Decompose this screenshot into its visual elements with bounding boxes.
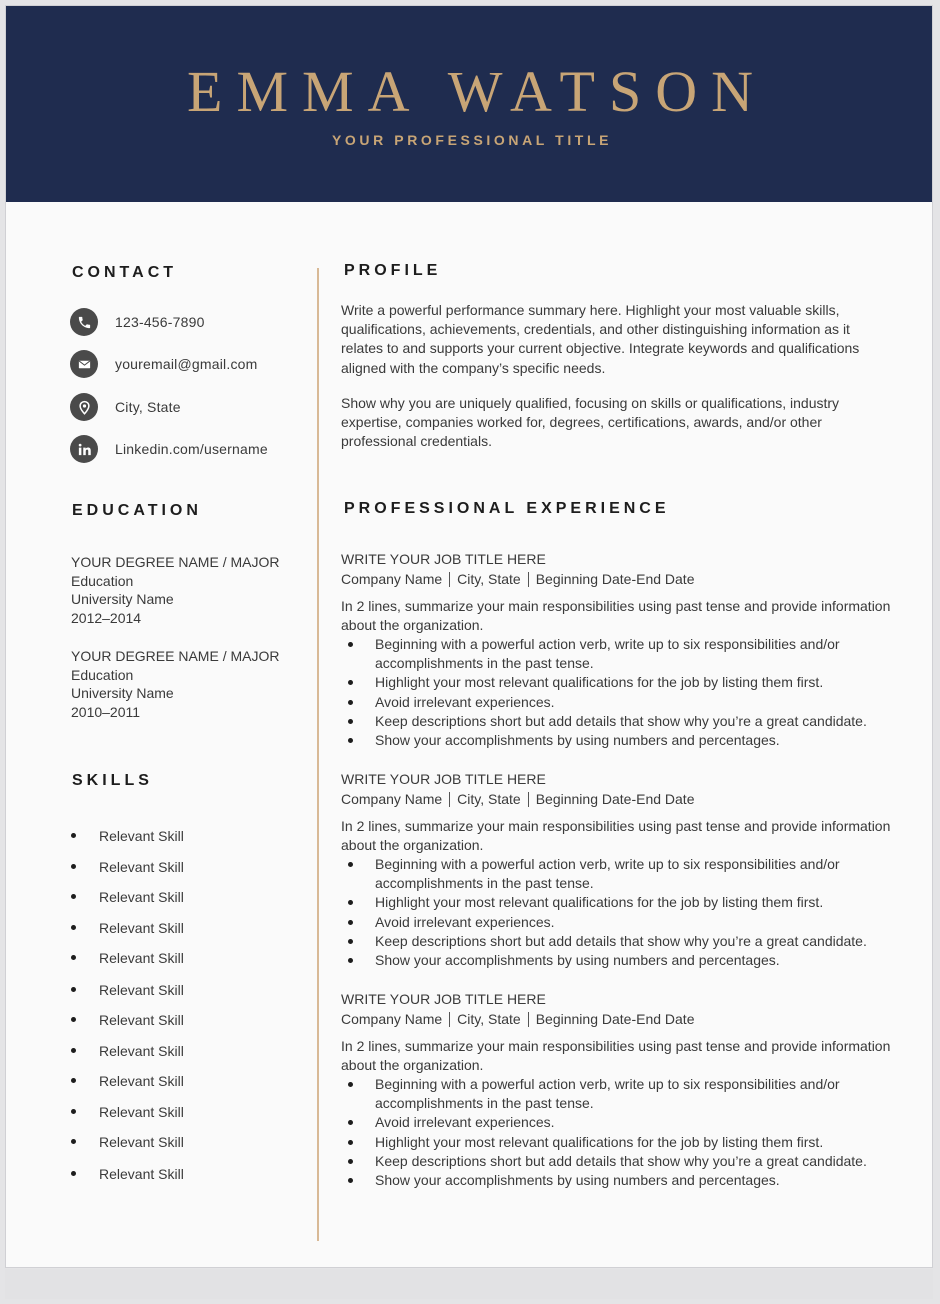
meta-separator xyxy=(449,1012,450,1027)
job-company: Company Name xyxy=(341,791,443,807)
bullet-icon xyxy=(348,738,353,743)
job-meta xyxy=(341,1009,901,1029)
job-entry xyxy=(341,990,901,1190)
location-text: City, State xyxy=(115,399,181,415)
job-meta xyxy=(341,569,901,589)
skills-heading: SKILLS xyxy=(72,772,153,789)
skill-item xyxy=(71,887,184,907)
bullet-icon xyxy=(348,642,353,647)
phone-text: 123-456-7890 xyxy=(115,314,205,330)
job-bullet-text: Beginning with a powerful action verb, write up to six responsibilities and/or accomplishments in the past tense. xyxy=(375,636,840,672)
skill-label: Relevant Skill xyxy=(99,1166,184,1182)
education-field: Education xyxy=(71,572,134,589)
skill-item xyxy=(71,1010,184,1030)
job-bullet xyxy=(341,951,901,970)
skill-item xyxy=(71,1071,184,1091)
job-dates: Beginning Date-End Date xyxy=(535,571,695,587)
job-bullet xyxy=(341,855,901,893)
bullet-icon xyxy=(71,1109,76,1114)
job-bullet xyxy=(341,673,901,692)
education-heading: EDUCATION xyxy=(72,502,202,519)
bullet-icon xyxy=(348,862,353,867)
meta-separator xyxy=(528,792,529,807)
bullet-icon xyxy=(71,955,76,960)
job-company: Company Name xyxy=(341,571,443,587)
bullet-icon xyxy=(348,1140,353,1145)
job-responsibilities xyxy=(341,855,901,970)
job-bullet-text: Highlight your most relevant qualifications for the job by listing them first. xyxy=(375,894,824,911)
education-field: Education xyxy=(71,666,134,683)
job-responsibilities xyxy=(341,1075,901,1190)
skill-item xyxy=(71,918,184,938)
skill-item xyxy=(71,948,184,968)
bullet-icon xyxy=(71,1139,76,1144)
contact-phone xyxy=(70,307,205,337)
job-title: WRITE YOUR JOB TITLE HERE xyxy=(341,991,546,1007)
skill-item xyxy=(71,826,184,846)
skill-item xyxy=(71,857,184,877)
job-location: City, State xyxy=(457,1011,521,1027)
contact-linkedin xyxy=(70,434,268,464)
bullet-icon xyxy=(348,719,353,724)
job-bullet xyxy=(341,913,901,932)
job-entry xyxy=(341,770,901,970)
professional-title: YOUR PROFESSIONAL TITLE xyxy=(331,132,613,148)
email-text: youremail@gmail.com xyxy=(115,356,258,372)
meta-separator xyxy=(528,1012,529,1027)
bullet-icon xyxy=(348,1178,353,1183)
skill-item xyxy=(71,980,184,1000)
skill-label: Relevant Skill xyxy=(99,859,184,875)
job-summary: In 2 lines, summarize your main responsibilities using past tense and provide information about the organization. xyxy=(341,598,891,633)
job-responsibilities xyxy=(341,635,901,750)
job-bullet-text: Highlight your most relevant qualifications for the job by listing them first. xyxy=(375,674,824,691)
contact-location xyxy=(70,392,181,422)
skill-label: Relevant Skill xyxy=(99,950,184,966)
job-bullet-text: Highlight your most relevant qualifications for the job by listing them first. xyxy=(375,1133,824,1150)
linkedin-text: Linkedin.com/username xyxy=(115,441,268,457)
education-years: 2010–2011 xyxy=(71,704,141,721)
skill-label: Relevant Skill xyxy=(99,1043,184,1059)
skill-label: Relevant Skill xyxy=(99,1073,184,1089)
bullet-icon xyxy=(71,894,76,899)
job-bullet-text: Keep descriptions short but add details that show why you’re a great candidate. xyxy=(375,932,867,949)
education-degree: YOUR DEGREE NAME / MAJOR xyxy=(71,554,280,570)
job-bullet-text: Show your accomplishments by using numbers and percentages. xyxy=(375,732,780,749)
bullet-icon xyxy=(348,1159,353,1164)
bullet-icon xyxy=(348,920,353,925)
job-bullet xyxy=(341,1113,901,1132)
bullet-icon xyxy=(348,900,353,905)
job-bullet xyxy=(341,932,901,951)
skill-item xyxy=(71,1041,184,1061)
resume-header xyxy=(6,6,933,202)
bullet-icon xyxy=(71,1017,76,1022)
job-summary: In 2 lines, summarize your main responsibilities using past tense and provide information about the organization. xyxy=(341,818,891,853)
phone-icon xyxy=(70,308,98,336)
job-bullet xyxy=(341,1152,901,1171)
job-company: Company Name xyxy=(341,1011,443,1027)
skill-item xyxy=(71,1132,184,1152)
bullet-icon xyxy=(348,939,353,944)
job-bullet xyxy=(341,731,901,750)
bullet-icon xyxy=(348,1082,353,1087)
job-bullet-text: Beginning with a powerful action verb, write up to six responsibilities and/or accomplishments in the past tense. xyxy=(375,1076,840,1112)
job-entry xyxy=(341,550,901,750)
skill-item xyxy=(71,1164,184,1184)
column-divider xyxy=(317,268,319,1241)
job-summary: In 2 lines, summarize your main responsibilities using past tense and provide information about the organization. xyxy=(341,1038,891,1073)
experience-heading: PROFESSIONAL EXPERIENCE xyxy=(344,500,670,517)
job-bullet xyxy=(341,1133,901,1152)
profile-paragraph-1: Write a powerful performance summary here. Highlight your most valuable skills, qualifications, achievements, credentials, and other distinguishing information as it relates to and supports your current objective. Integrate keywords and qualifications aligned with the company’s specific needs. xyxy=(341,302,860,376)
job-title: WRITE YOUR JOB TITLE HERE xyxy=(341,771,546,787)
job-bullet-text: Show your accomplishments by using numbers and percentages. xyxy=(375,1172,780,1189)
job-dates: Beginning Date-End Date xyxy=(535,791,695,807)
job-bullet xyxy=(341,693,901,712)
bullet-icon xyxy=(71,925,76,930)
bullet-icon xyxy=(348,1120,353,1125)
linkedin-icon xyxy=(70,435,98,463)
job-title: WRITE YOUR JOB TITLE HERE xyxy=(341,551,546,567)
bullet-icon xyxy=(348,680,353,685)
bullet-icon xyxy=(71,1171,76,1176)
profile-paragraph-2: Show why you are uniquely qualified, focusing on skills or qualifications, industry expertise, companies worked for, degrees, certifications, awards, and/or other professional credentials. xyxy=(341,395,840,450)
job-bullet-text: Avoid irrelevant experiences. xyxy=(375,913,555,930)
job-location: City, State xyxy=(457,791,521,807)
job-location: City, State xyxy=(457,571,521,587)
job-bullet xyxy=(341,893,901,912)
job-bullet xyxy=(341,635,901,673)
job-bullet-text: Keep descriptions short but add details that show why you’re a great candidate. xyxy=(375,712,867,729)
meta-separator xyxy=(528,572,529,587)
job-bullet-text: Avoid irrelevant experiences. xyxy=(375,693,555,710)
skill-label: Relevant Skill xyxy=(99,920,184,936)
email-icon xyxy=(70,350,98,378)
skill-label: Relevant Skill xyxy=(99,828,184,844)
contact-email xyxy=(70,349,258,379)
job-bullet xyxy=(341,1075,901,1113)
job-bullet-text: Show your accomplishments by using numbers and percentages. xyxy=(375,952,780,969)
bullet-icon xyxy=(71,864,76,869)
bullet-icon xyxy=(71,1078,76,1083)
job-bullet-text: Avoid irrelevant experiences. xyxy=(375,1114,555,1131)
meta-separator xyxy=(449,792,450,807)
location-icon xyxy=(70,393,98,421)
education-degree: YOUR DEGREE NAME / MAJOR xyxy=(71,648,280,664)
bullet-icon xyxy=(71,833,76,838)
education-school: University Name xyxy=(71,591,174,608)
education-years: 2012–2014 xyxy=(71,610,142,627)
job-bullet xyxy=(341,1171,901,1190)
job-meta xyxy=(341,789,901,809)
bullet-icon xyxy=(348,700,353,705)
meta-separator xyxy=(449,572,450,587)
education-school: University Name xyxy=(71,685,174,702)
skill-item xyxy=(71,1102,184,1122)
profile-heading: PROFILE xyxy=(344,262,442,279)
page-bottom-strip xyxy=(5,1269,933,1299)
bullet-icon xyxy=(71,987,76,992)
skill-label: Relevant Skill xyxy=(99,1012,184,1028)
candidate-name: EMMA WATSON xyxy=(187,59,767,124)
education-entry-2 xyxy=(71,647,279,722)
skill-label: Relevant Skill xyxy=(99,982,184,998)
job-bullet xyxy=(341,712,901,731)
job-bullet-text: Keep descriptions short but add details that show why you’re a great candidate. xyxy=(375,1152,867,1169)
bullet-icon xyxy=(71,1048,76,1053)
bullet-icon xyxy=(348,958,353,963)
skill-label: Relevant Skill xyxy=(99,1134,184,1150)
contact-heading: CONTACT xyxy=(72,264,178,281)
skill-label: Relevant Skill xyxy=(99,889,184,905)
skill-label: Relevant Skill xyxy=(99,1104,184,1120)
resume-page xyxy=(5,5,933,1268)
job-dates: Beginning Date-End Date xyxy=(535,1011,695,1027)
job-bullet-text: Beginning with a powerful action verb, write up to six responsibilities and/or accomplishments in the past tense. xyxy=(375,856,840,892)
education-entry-1 xyxy=(71,553,279,628)
